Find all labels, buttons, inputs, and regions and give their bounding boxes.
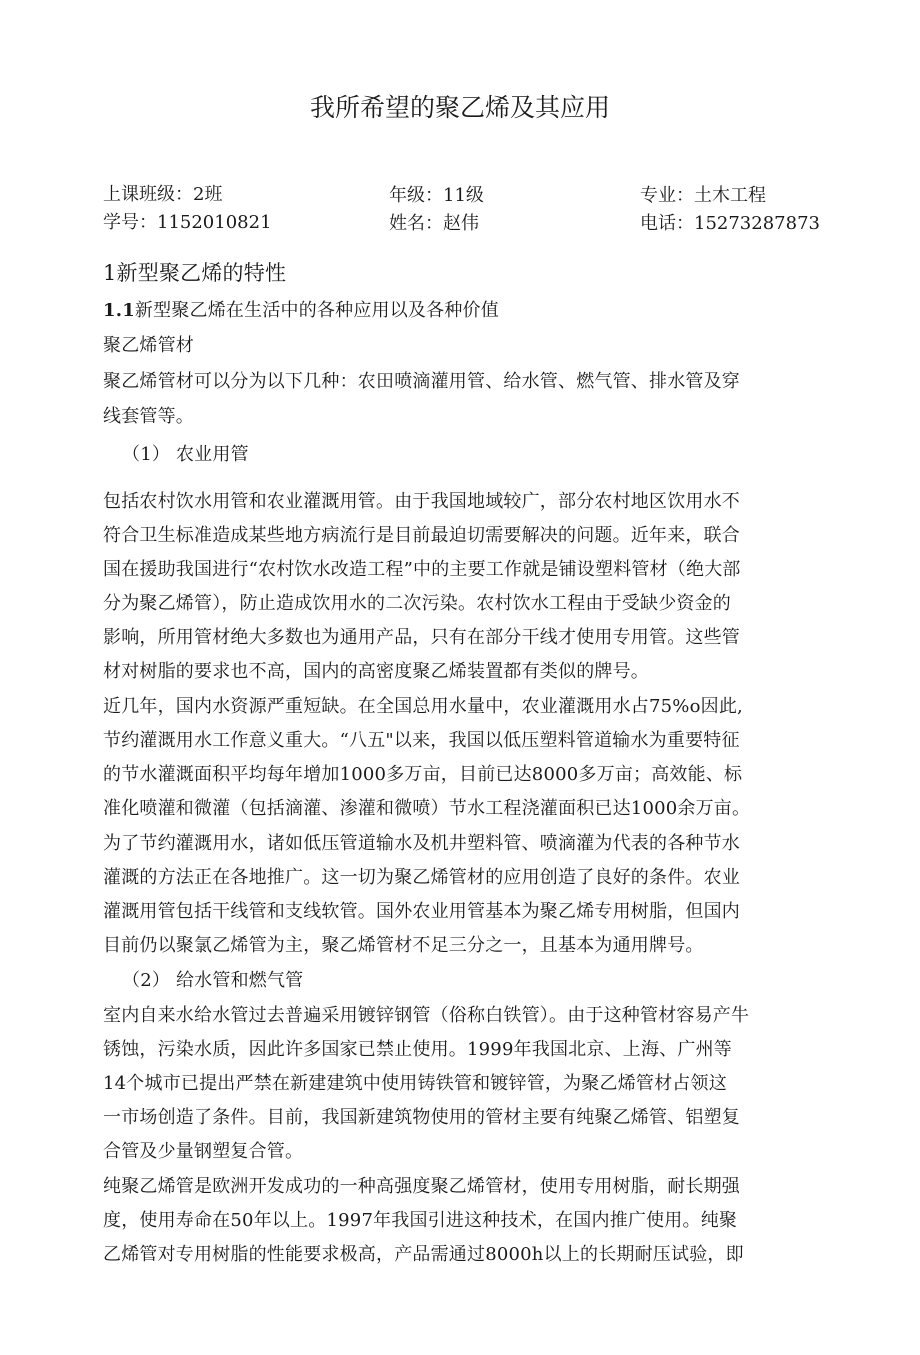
- paragraph-line: 14个城市已提出严禁在新建建筑中使用铸铁管和镀锌管，为聚乙烯管材占领这: [103, 1073, 727, 1094]
- intro-line: 聚乙烯管材可以分为以下几种：农田喷滴灌用管、给水管、燃气管、排水管及穿: [103, 371, 740, 392]
- paragraph-line: 影响，所用管材绝大多数也为通用产品，只有在部分干线才使用专用管。这些管: [103, 627, 740, 648]
- meta-class: 上课班级：2班: [103, 184, 223, 205]
- paragraph-line: 度，使用寿命在50年以上。1997年我国引进这种技术，在国内推广使用。纯聚: [103, 1210, 738, 1231]
- subsection-title: 新型聚乙烯在生活中的各种应用以及各种价值: [134, 300, 499, 321]
- meta-major: 专业：土木工程: [640, 185, 766, 206]
- paragraph-line: 为了节约灌溉用水，诸如低压管道输水及机井塑料管、喷滴灌为代表的各种节水: [103, 833, 740, 854]
- item-heading-water-gas: （2） 给水管和燃气管: [122, 970, 304, 991]
- paragraph-line: 近几年，国内水资源严重短缺。在全国总用水量中，农业灌溉用水占75%o因此,: [103, 696, 743, 717]
- paragraph-line: 室内自来水给水管过去普遍采用镀锌钢管（俗称白铁管）。由于这种管材容易产牛: [103, 1005, 750, 1026]
- paragraph-line: 灌溉用管包括干线管和支线软管。国外农业用管基本为聚乙烯专用树脂，但国内: [103, 901, 740, 922]
- meta-grade: 年级：11级: [389, 185, 484, 206]
- paragraph-line: 节约灌溉用水工作意义重大。“八五"以来，我国以低压塑料管道输水为重要特征: [103, 730, 740, 751]
- paragraph-line: 合管及少量钢塑复合管。: [103, 1141, 304, 1162]
- section-heading: 1新型聚乙烯的特性: [103, 261, 287, 285]
- intro-line: 线套管等。: [103, 406, 194, 427]
- paragraph-line: 纯聚乙烯管是欧洲开发成功的一种高强度聚乙烯管材，使用专用树脂，耐长期强: [103, 1176, 740, 1197]
- item-heading-agriculture: （1） 农业用管: [122, 444, 249, 465]
- meta-student-id: 学号：1152010821: [103, 212, 272, 233]
- paragraph-line: 目前仍以聚氯乙烯管为主，聚乙烯管材不足三分之一，且基本为通用牌号。: [103, 935, 704, 956]
- subsection-heading: [103, 296, 499, 322]
- paragraph-line: 准化喷灌和微灌（包括滴灌、渗灌和微喷）节水工程浇灌面积已达1000余万亩。: [103, 798, 751, 819]
- paragraph-line: 分为聚乙烯管），防止造成饮用水的二次污染。农村饮水工程由于受缺少资金的: [103, 593, 731, 614]
- paragraph-line: 的节水灌溉面积平均每年增加1000多万亩，目前已达8000多万亩；高效能、标: [103, 764, 743, 785]
- topic-heading: 聚乙烯管材: [103, 335, 194, 356]
- paragraph-line: 锈蚀，污染水质，因此许多国家已禁止使用。1999年我国北京、上海、广州等: [103, 1039, 733, 1060]
- paragraph-line: 符合卫生标准造成某些地方病流行是目前最迫切需要解决的问题。近年来，联合: [103, 525, 740, 546]
- paragraph-line: 材对树脂的要求也不高，国内的高密度聚乙烯装置都有类似的牌号。: [103, 661, 649, 682]
- paragraph-line: 灌溉的方法正在各地推广。这一切为聚乙烯管材的应用创造了良好的条件。农业: [103, 867, 740, 888]
- paragraph-line: 一市场创造了条件。目前，我国新建筑物使用的管材主要有纯聚乙烯管、铝塑复: [103, 1107, 740, 1128]
- document-title: 我所希望的聚乙烯及其应用: [309, 93, 610, 122]
- meta-name: 姓名：赵伟: [389, 213, 479, 234]
- paragraph-line: 包括农村饮水用管和农业灌溉用管。由于我国地域较广，部分农村地区饮用水不: [103, 491, 740, 512]
- paragraph-line: 乙烯管对专用树脂的性能要求极高，产品需通过8000h以上的长期耐压试验，即: [103, 1244, 744, 1265]
- subsection-number: 1.1: [103, 300, 135, 321]
- meta-phone: 电话：15273287873: [640, 213, 820, 234]
- paragraph-line: 国在援助我国进行“农村饮水改造工程”中的主要工作就是铺设塑料管材（绝大部: [103, 559, 741, 580]
